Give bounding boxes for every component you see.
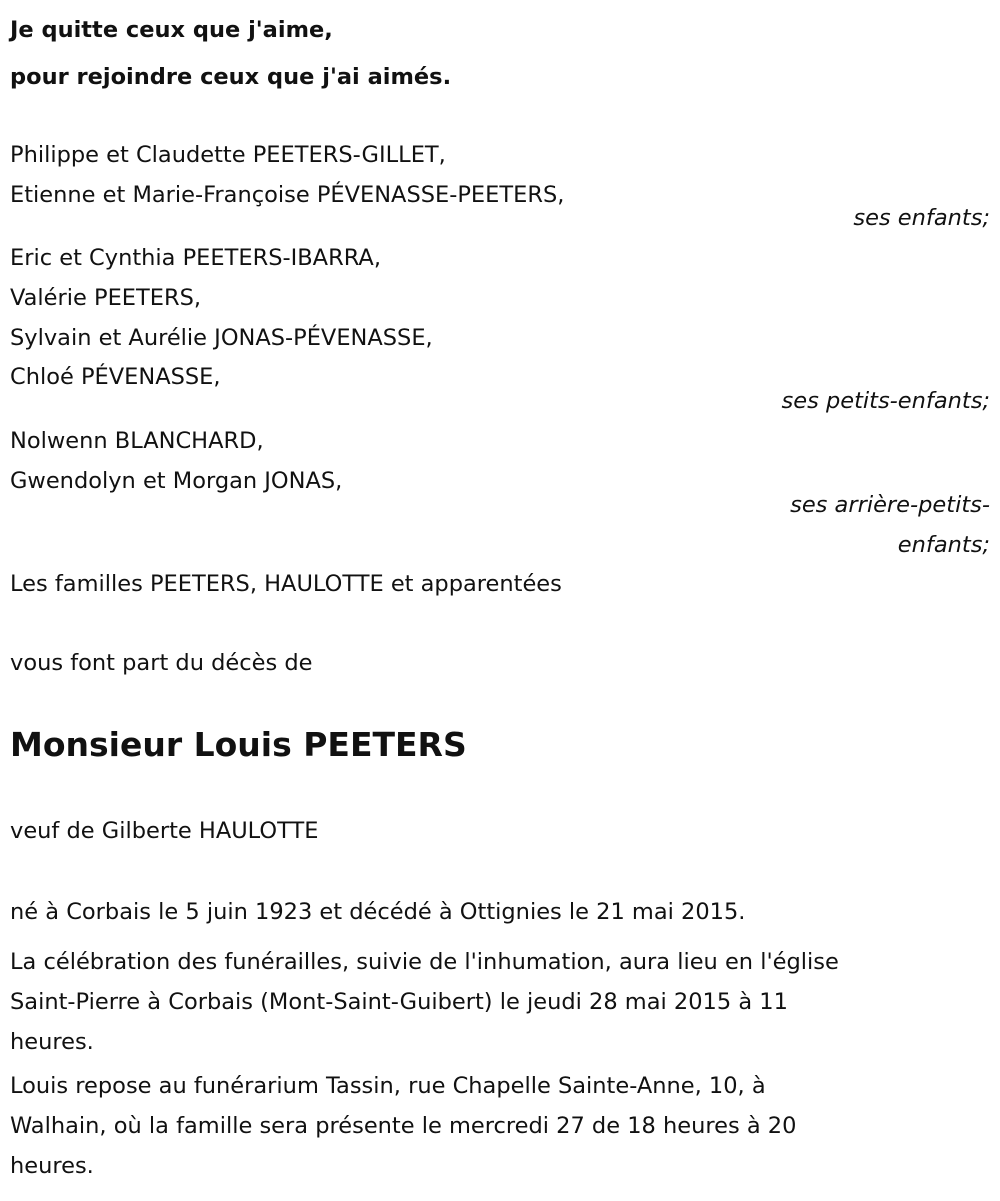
widower: veuf de Gilberte HAULOTTE: [10, 818, 319, 844]
epitaph-line-1: Je quitte ceux que j'aime,: [10, 17, 333, 43]
epitaph-line-2: pour rejoindre ceux que j'ai aimés.: [10, 64, 452, 90]
announcement: vous font part du décès de: [10, 650, 313, 676]
funeral-line: La célébration des funérailles, suivie de l'inhumation, aura lieu en l'église: [10, 949, 839, 975]
visitation-line: heures.: [10, 1153, 94, 1179]
grandchild-name: Valérie PEETERS,: [10, 285, 202, 311]
funeral-line: heures.: [10, 1029, 94, 1055]
children-relation: ses enfants;: [853, 205, 990, 231]
grandchild-name: Eric et Cynthia PEETERS-IBARRA,: [10, 245, 381, 271]
great-grandchild-name: Gwendolyn et Morgan JONAS,: [10, 468, 343, 494]
child-name: Etienne et Marie-Françoise PÉVENASSE-PEETERS,: [10, 182, 565, 208]
great-grandchild-name: Nolwenn BLANCHARD,: [10, 428, 264, 454]
visitation-line: Louis repose au funérarium Tassin, rue Chapelle Sainte-Anne, 10, à: [10, 1073, 766, 1099]
visitation-line: Walhain, où la famille sera présente le mercredi 27 de 18 heures à 20: [10, 1113, 797, 1139]
birth-death: né à Corbais le 5 juin 1923 et décédé à Ottignies le 21 mai 2015.: [10, 899, 746, 925]
grandchild-name: Sylvain et Aurélie JONAS-PÉVENASSE,: [10, 325, 433, 351]
deceased-name: Monsieur Louis PEETERS: [10, 725, 467, 764]
grandchildren-relation: ses petits-enfants;: [781, 388, 990, 414]
families: Les familles PEETERS, HAULOTTE et apparentées: [10, 571, 562, 597]
great-grandchildren-relation: ses arrière-petits-: [790, 492, 990, 518]
funeral-line: Saint-Pierre à Corbais (Mont-Saint-Guibert) le jeudi 28 mai 2015 à 11: [10, 989, 788, 1015]
great-grandchildren-relation: enfants;: [897, 532, 990, 558]
child-name: Philippe et Claudette PEETERS-GILLET,: [10, 142, 446, 168]
grandchild-name: Chloé PÉVENASSE,: [10, 364, 221, 390]
